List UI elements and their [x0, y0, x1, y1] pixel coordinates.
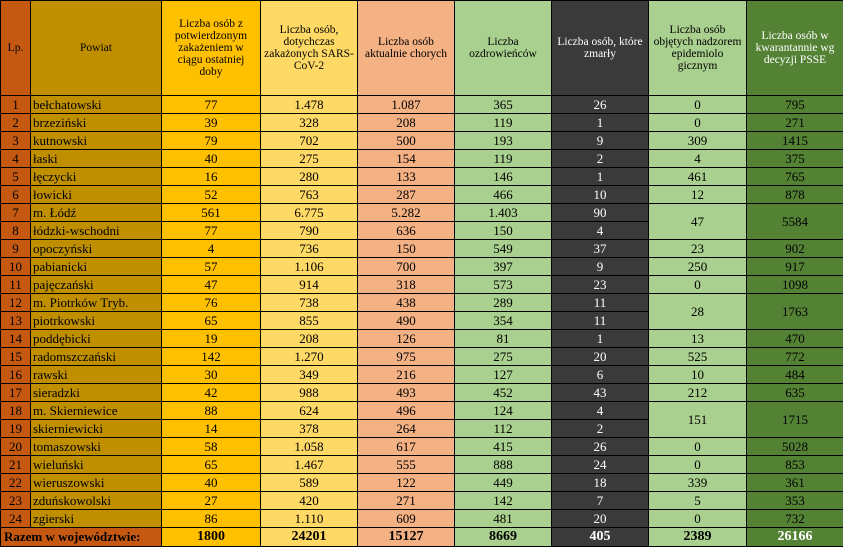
cell-surveillance: 0 — [649, 438, 747, 456]
cell-total-cases: 378 — [261, 420, 358, 438]
cell-total-cases: 6.775 — [261, 204, 358, 222]
table-row — [1, 348, 843, 366]
cell-new-cases: 79 — [162, 132, 261, 150]
cell-lp: 19 — [1, 420, 31, 438]
table-row — [1, 456, 843, 474]
cell-total-cases: 855 — [261, 312, 358, 330]
cell-new-cases: 58 — [162, 438, 261, 456]
cell-new-cases: 14 — [162, 420, 261, 438]
cell-total-cases: 349 — [261, 366, 358, 384]
cell-surveillance: 10 — [649, 366, 747, 384]
totals-surveillance: 2389 — [649, 528, 747, 547]
cell-powiat: sieradzki — [31, 384, 162, 402]
cell-quarantine: 5584 — [747, 204, 843, 240]
cell-deaths: 4 — [552, 222, 649, 240]
cell-active: 1.087 — [358, 96, 455, 114]
cell-powiat: bełchatowski — [31, 96, 162, 114]
cell-active: 609 — [358, 510, 455, 528]
cell-deaths: 26 — [552, 96, 649, 114]
cell-total-cases: 624 — [261, 402, 358, 420]
cell-recovered: 573 — [455, 276, 552, 294]
cell-lp: 12 — [1, 294, 31, 312]
cell-powiat: łęczycki — [31, 168, 162, 186]
cell-active: 438 — [358, 294, 455, 312]
cell-recovered: 888 — [455, 456, 552, 474]
cell-recovered: 466 — [455, 186, 552, 204]
cell-lp: 15 — [1, 348, 31, 366]
cell-recovered: 146 — [455, 168, 552, 186]
cell-quarantine: 353 — [747, 492, 843, 510]
cell-quarantine: 271 — [747, 114, 843, 132]
cell-recovered: 452 — [455, 384, 552, 402]
cell-new-cases: 47 — [162, 276, 261, 294]
table-row — [1, 240, 843, 258]
cell-surveillance: 250 — [649, 258, 747, 276]
cell-deaths: 90 — [552, 204, 649, 222]
cell-quarantine: 375 — [747, 150, 843, 168]
cell-deaths: 4 — [552, 402, 649, 420]
cell-new-cases: 30 — [162, 366, 261, 384]
totals-total: 24201 — [261, 528, 358, 547]
cell-deaths: 20 — [552, 510, 649, 528]
table-row — [1, 96, 843, 114]
cell-lp: 22 — [1, 474, 31, 492]
cell-active: 636 — [358, 222, 455, 240]
table-row — [1, 114, 843, 132]
cell-new-cases: 142 — [162, 348, 261, 366]
cell-surveillance: 0 — [649, 456, 747, 474]
cell-new-cases: 27 — [162, 492, 261, 510]
cell-deaths: 2 — [552, 150, 649, 168]
cell-powiat: piotrkowski — [31, 312, 162, 330]
cell-deaths: 9 — [552, 132, 649, 150]
cell-active: 208 — [358, 114, 455, 132]
cell-total-cases: 589 — [261, 474, 358, 492]
totals-active: 15127 — [358, 528, 455, 547]
cell-recovered: 289 — [455, 294, 552, 312]
cell-recovered: 365 — [455, 96, 552, 114]
cell-recovered: 481 — [455, 510, 552, 528]
cell-active: 555 — [358, 456, 455, 474]
cell-powiat: m. Piotrków Tryb. — [31, 294, 162, 312]
cell-total-cases: 1.467 — [261, 456, 358, 474]
cell-quarantine: 361 — [747, 474, 843, 492]
cell-recovered: 354 — [455, 312, 552, 330]
cell-recovered: 119 — [455, 150, 552, 168]
header-active: Liczba osób aktualnie chorych — [358, 1, 455, 96]
table-row — [1, 132, 843, 150]
cell-total-cases: 1.058 — [261, 438, 358, 456]
cell-recovered: 397 — [455, 258, 552, 276]
cell-deaths: 37 — [552, 240, 649, 258]
cell-lp: 17 — [1, 384, 31, 402]
cell-deaths: 1 — [552, 330, 649, 348]
cell-new-cases: 19 — [162, 330, 261, 348]
totals-quarantine: 26166 — [747, 528, 843, 547]
cell-active: 975 — [358, 348, 455, 366]
cell-recovered: 81 — [455, 330, 552, 348]
cell-surveillance: 0 — [649, 510, 747, 528]
cell-powiat: skierniewicki — [31, 420, 162, 438]
cell-total-cases: 1.270 — [261, 348, 358, 366]
cell-lp: 2 — [1, 114, 31, 132]
cell-surveillance: 28 — [649, 294, 747, 330]
cell-recovered: 193 — [455, 132, 552, 150]
cell-new-cases: 561 — [162, 204, 261, 222]
cell-quarantine: 853 — [747, 456, 843, 474]
cell-surveillance: 461 — [649, 168, 747, 186]
cell-lp: 6 — [1, 186, 31, 204]
cell-deaths: 1 — [552, 114, 649, 132]
cell-recovered: 1.403 — [455, 204, 552, 222]
table-row — [1, 186, 843, 204]
cell-active: 150 — [358, 240, 455, 258]
cell-lp: 10 — [1, 258, 31, 276]
table-row — [1, 168, 843, 186]
cell-new-cases: 40 — [162, 474, 261, 492]
cell-quarantine: 484 — [747, 366, 843, 384]
cell-recovered: 127 — [455, 366, 552, 384]
cell-active: 122 — [358, 474, 455, 492]
cell-powiat: łaski — [31, 150, 162, 168]
cell-total-cases: 763 — [261, 186, 358, 204]
cell-surveillance: 4 — [649, 150, 747, 168]
cell-quarantine: 1715 — [747, 402, 843, 438]
header-recovered: Liczba ozdrowieńców — [455, 1, 552, 96]
cell-active: 500 — [358, 132, 455, 150]
cell-surveillance: 339 — [649, 474, 747, 492]
cell-powiat: pabianicki — [31, 258, 162, 276]
cell-surveillance: 151 — [649, 402, 747, 438]
cell-active: 700 — [358, 258, 455, 276]
cell-quarantine: 765 — [747, 168, 843, 186]
cell-surveillance: 5 — [649, 492, 747, 510]
cell-quarantine: 635 — [747, 384, 843, 402]
cell-deaths: 20 — [552, 348, 649, 366]
table-row — [1, 276, 843, 294]
table-row — [1, 402, 843, 420]
cell-recovered: 275 — [455, 348, 552, 366]
table-body — [1, 96, 843, 528]
cell-new-cases: 4 — [162, 240, 261, 258]
cell-new-cases: 39 — [162, 114, 261, 132]
cell-powiat: wieruszowski — [31, 474, 162, 492]
header-new-cases: Liczba osób z potwierdzonym zakażeniem w ciągu ostatniej doby — [162, 1, 261, 96]
cell-new-cases: 16 — [162, 168, 261, 186]
cell-total-cases: 328 — [261, 114, 358, 132]
cell-total-cases: 208 — [261, 330, 358, 348]
cell-quarantine: 902 — [747, 240, 843, 258]
cell-lp: 4 — [1, 150, 31, 168]
table-row — [1, 366, 843, 384]
cell-total-cases: 738 — [261, 294, 358, 312]
cell-deaths: 11 — [552, 312, 649, 330]
cell-powiat: poddębicki — [31, 330, 162, 348]
table-row — [1, 384, 843, 402]
cell-powiat: wieluński — [31, 456, 162, 474]
header-total-cases: Liczba osób, dotychczas zakażonych SARS-CoV-2 — [261, 1, 358, 96]
cell-lp: 21 — [1, 456, 31, 474]
cell-deaths: 9 — [552, 258, 649, 276]
cell-new-cases: 65 — [162, 312, 261, 330]
cell-quarantine: 772 — [747, 348, 843, 366]
cell-surveillance: 0 — [649, 276, 747, 294]
cell-lp: 11 — [1, 276, 31, 294]
cell-quarantine: 1763 — [747, 294, 843, 330]
cell-new-cases: 52 — [162, 186, 261, 204]
cell-surveillance: 0 — [649, 114, 747, 132]
cell-recovered: 150 — [455, 222, 552, 240]
cell-powiat: brzeziński — [31, 114, 162, 132]
cell-quarantine: 732 — [747, 510, 843, 528]
totals-label: Razem w województwie: — [1, 528, 162, 547]
cell-deaths: 26 — [552, 438, 649, 456]
cell-lp: 13 — [1, 312, 31, 330]
cell-new-cases: 77 — [162, 222, 261, 240]
cell-powiat: łódzki-wschodni — [31, 222, 162, 240]
cell-lp: 20 — [1, 438, 31, 456]
cell-active: 490 — [358, 312, 455, 330]
cell-lp: 23 — [1, 492, 31, 510]
cell-active: 617 — [358, 438, 455, 456]
cell-total-cases: 736 — [261, 240, 358, 258]
cell-quarantine: 878 — [747, 186, 843, 204]
cell-deaths: 18 — [552, 474, 649, 492]
cell-total-cases: 1.106 — [261, 258, 358, 276]
cell-recovered: 112 — [455, 420, 552, 438]
cell-powiat: zgierski — [31, 510, 162, 528]
cell-active: 287 — [358, 186, 455, 204]
cell-lp: 1 — [1, 96, 31, 114]
cell-deaths: 6 — [552, 366, 649, 384]
cell-deaths: 2 — [552, 420, 649, 438]
totals-new: 1800 — [162, 528, 261, 547]
cell-quarantine: 917 — [747, 258, 843, 276]
cell-lp: 14 — [1, 330, 31, 348]
cell-powiat: m. Łódź — [31, 204, 162, 222]
cell-lp: 9 — [1, 240, 31, 258]
cell-deaths: 7 — [552, 492, 649, 510]
cell-surveillance: 309 — [649, 132, 747, 150]
cell-deaths: 10 — [552, 186, 649, 204]
cell-total-cases: 280 — [261, 168, 358, 186]
header-deaths: Liczba osób, które zmarły — [552, 1, 649, 96]
cell-active: 271 — [358, 492, 455, 510]
cell-surveillance: 0 — [649, 96, 747, 114]
cell-active: 133 — [358, 168, 455, 186]
cell-new-cases: 40 — [162, 150, 261, 168]
cell-deaths: 23 — [552, 276, 649, 294]
table-row — [1, 294, 843, 312]
cell-recovered: 549 — [455, 240, 552, 258]
cell-total-cases: 702 — [261, 132, 358, 150]
cell-active: 318 — [358, 276, 455, 294]
totals-row — [1, 528, 843, 547]
cell-powiat: tomaszowski — [31, 438, 162, 456]
header-surveillance: Liczba osób objętych nadzorem epidemiolo gicznym — [649, 1, 747, 96]
cell-quarantine: 5028 — [747, 438, 843, 456]
cell-active: 5.282 — [358, 204, 455, 222]
cell-lp: 3 — [1, 132, 31, 150]
cell-active: 496 — [358, 402, 455, 420]
cell-total-cases: 1.478 — [261, 96, 358, 114]
cell-quarantine: 795 — [747, 96, 843, 114]
table-row — [1, 330, 843, 348]
header-lp: Lp. — [1, 1, 31, 96]
header-powiat: Powiat — [31, 1, 162, 96]
table-row — [1, 204, 843, 222]
cell-deaths: 43 — [552, 384, 649, 402]
table-row — [1, 474, 843, 492]
cell-powiat: rawski — [31, 366, 162, 384]
totals-deaths: 405 — [552, 528, 649, 547]
table-row — [1, 510, 843, 528]
cell-recovered: 119 — [455, 114, 552, 132]
cell-total-cases: 988 — [261, 384, 358, 402]
cell-surveillance: 212 — [649, 384, 747, 402]
cell-powiat: opoczyński — [31, 240, 162, 258]
totals-recovered: 8669 — [455, 528, 552, 547]
table-row — [1, 258, 843, 276]
cell-lp: 7 — [1, 204, 31, 222]
table-row — [1, 438, 843, 456]
cell-powiat: radomszczański — [31, 348, 162, 366]
cell-active: 493 — [358, 384, 455, 402]
cell-powiat: zduńskowolski — [31, 492, 162, 510]
header-row — [1, 1, 843, 96]
cell-new-cases: 86 — [162, 510, 261, 528]
header-quarantine: Liczba osób w kwarantannie wg decyzji PSSE — [747, 1, 843, 96]
cell-total-cases: 420 — [261, 492, 358, 510]
cell-active: 264 — [358, 420, 455, 438]
cell-new-cases: 42 — [162, 384, 261, 402]
cell-new-cases: 76 — [162, 294, 261, 312]
cell-powiat: pajęczański — [31, 276, 162, 294]
cell-lp: 16 — [1, 366, 31, 384]
table-row — [1, 150, 843, 168]
cell-active: 126 — [358, 330, 455, 348]
cell-lp: 24 — [1, 510, 31, 528]
cell-active: 154 — [358, 150, 455, 168]
cell-total-cases: 790 — [261, 222, 358, 240]
cell-lp: 8 — [1, 222, 31, 240]
cell-new-cases: 65 — [162, 456, 261, 474]
cell-quarantine: 1098 — [747, 276, 843, 294]
cell-deaths: 11 — [552, 294, 649, 312]
cell-lp: 5 — [1, 168, 31, 186]
cell-surveillance: 47 — [649, 204, 747, 240]
cell-surveillance: 12 — [649, 186, 747, 204]
cell-total-cases: 914 — [261, 276, 358, 294]
cell-new-cases: 57 — [162, 258, 261, 276]
cell-surveillance: 13 — [649, 330, 747, 348]
cell-surveillance: 23 — [649, 240, 747, 258]
cell-recovered: 124 — [455, 402, 552, 420]
cell-powiat: kutnowski — [31, 132, 162, 150]
cell-quarantine: 1415 — [747, 132, 843, 150]
cell-active: 216 — [358, 366, 455, 384]
cell-deaths: 1 — [552, 168, 649, 186]
cell-new-cases: 77 — [162, 96, 261, 114]
cell-recovered: 449 — [455, 474, 552, 492]
cell-lp: 18 — [1, 402, 31, 420]
cell-total-cases: 1.110 — [261, 510, 358, 528]
cell-surveillance: 525 — [649, 348, 747, 366]
cell-quarantine: 470 — [747, 330, 843, 348]
cell-total-cases: 275 — [261, 150, 358, 168]
cell-powiat: łowicki — [31, 186, 162, 204]
cell-recovered: 142 — [455, 492, 552, 510]
cell-recovered: 415 — [455, 438, 552, 456]
table-row — [1, 492, 843, 510]
cell-new-cases: 88 — [162, 402, 261, 420]
cell-powiat: m. Skierniewice — [31, 402, 162, 420]
cell-deaths: 24 — [552, 456, 649, 474]
